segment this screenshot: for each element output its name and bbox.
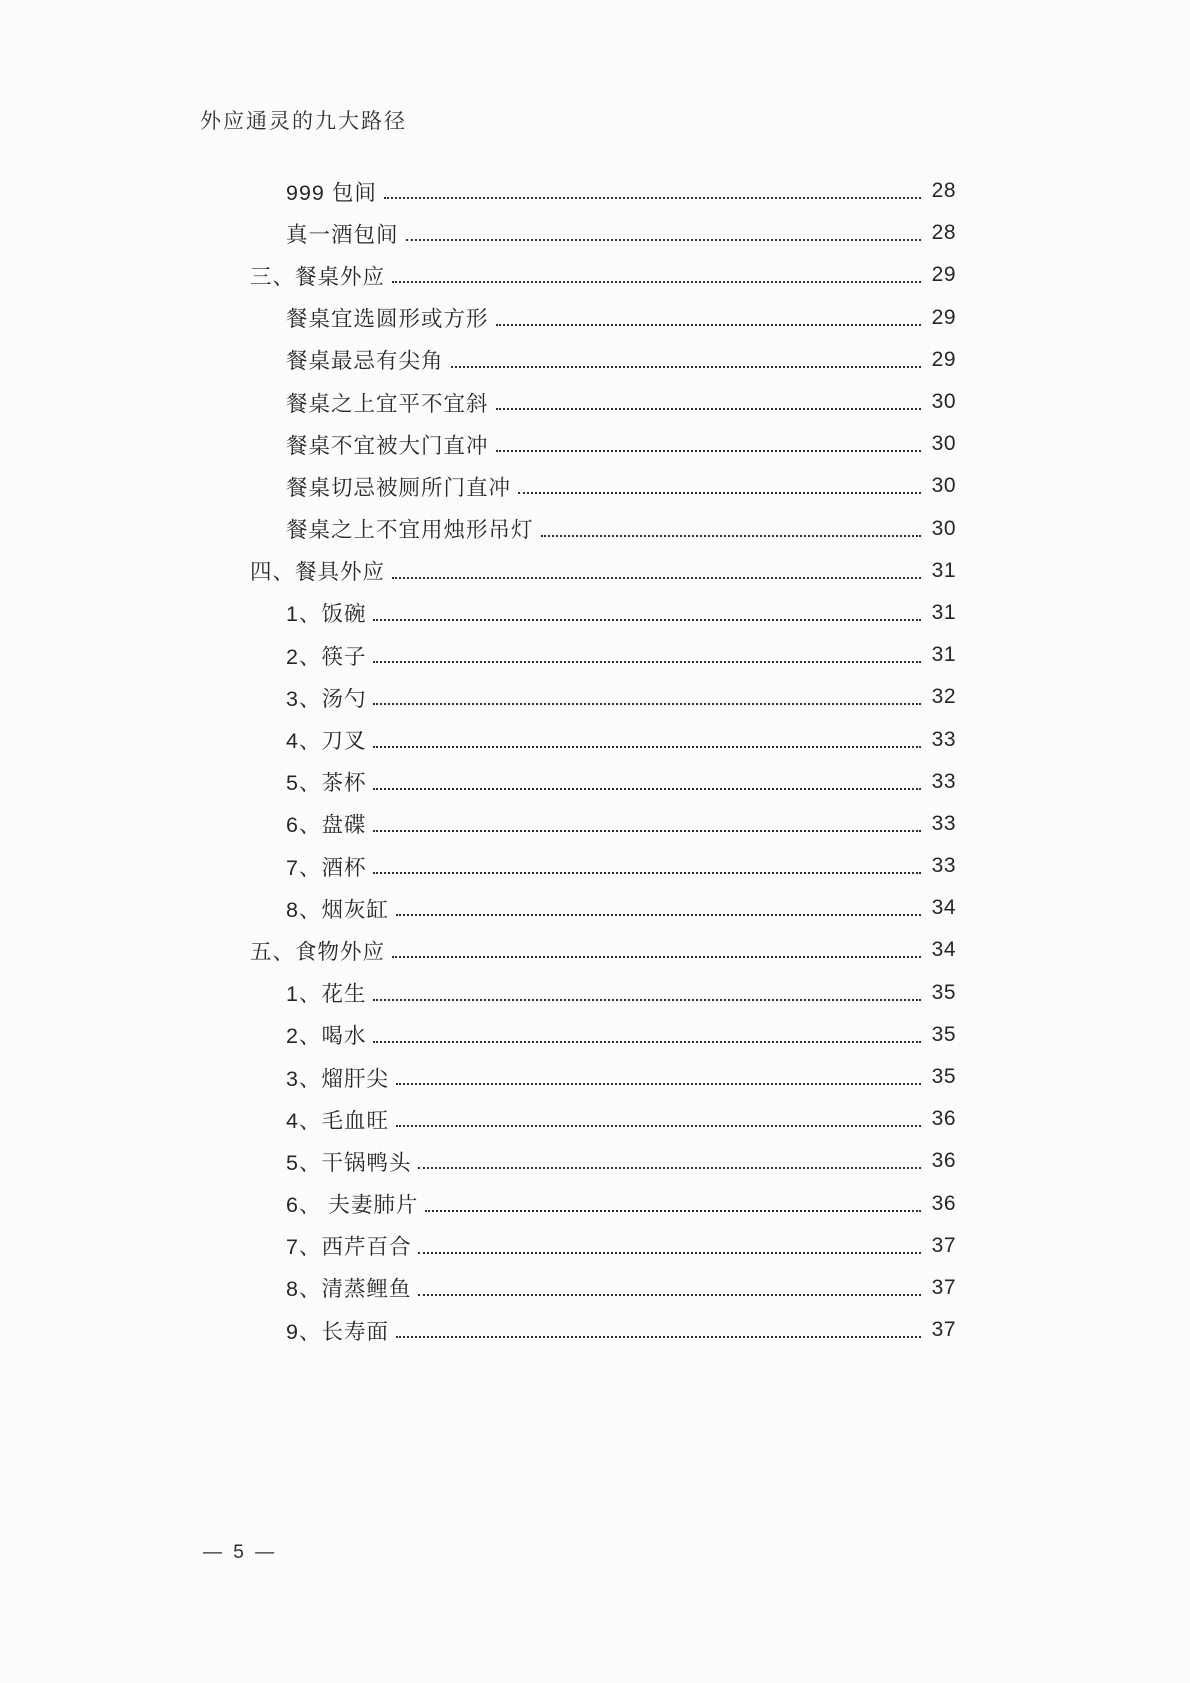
toc-entry-label: 四、餐具外应 xyxy=(250,560,386,585)
toc-entry[interactable] xyxy=(250,212,956,254)
toc-entry[interactable] xyxy=(250,1183,956,1225)
dot-leader xyxy=(373,872,921,874)
dot-leader xyxy=(451,366,921,368)
toc-entry-page-number: 30 xyxy=(931,474,956,498)
dot-leader xyxy=(541,535,921,537)
toc-entry-label: 2、喝水 xyxy=(286,1024,367,1049)
toc-entry-label: 8、烟灰缸 xyxy=(286,897,389,922)
toc-entry[interactable] xyxy=(250,1267,956,1309)
toc-entry[interactable] xyxy=(250,1014,956,1056)
dot-leader xyxy=(392,577,921,579)
dot-leader xyxy=(373,619,921,621)
toc-entry[interactable] xyxy=(250,1056,956,1098)
toc-entry-page-number: 36 xyxy=(931,1149,956,1173)
toc-entry-label: 餐桌之上不宜用烛形吊灯 xyxy=(286,518,534,543)
dot-leader xyxy=(406,239,921,241)
toc-entry[interactable] xyxy=(250,1225,956,1267)
toc-entry[interactable] xyxy=(250,1309,956,1351)
toc-entry-label: 三、餐桌外应 xyxy=(250,264,386,289)
toc-entry-label: 餐桌最忌有尖角 xyxy=(286,349,444,374)
toc-entry-page-number: 36 xyxy=(931,1107,956,1131)
toc-entry-label: 餐桌不宜被大门直冲 xyxy=(286,433,489,458)
toc-entry-page-number: 33 xyxy=(931,811,956,835)
dot-leader xyxy=(392,281,921,283)
toc-entry-label: 1、饭碗 xyxy=(286,602,367,627)
toc-entry[interactable] xyxy=(250,845,956,887)
toc-entry[interactable] xyxy=(250,929,956,971)
toc-entry-page-number: 33 xyxy=(931,769,956,793)
toc-entry-label: 9、长寿面 xyxy=(286,1319,389,1344)
dot-leader xyxy=(373,746,921,748)
toc-entry-page-number: 30 xyxy=(931,516,956,540)
toc-entry-page-number: 35 xyxy=(931,1065,956,1089)
toc-entry-page-number: 30 xyxy=(931,390,956,414)
toc-entry[interactable] xyxy=(250,972,956,1014)
toc-entry-page-number: 29 xyxy=(931,305,956,329)
dot-leader xyxy=(396,914,921,916)
table-of-contents xyxy=(250,170,956,1351)
dot-leader xyxy=(373,703,921,705)
dot-leader xyxy=(396,1125,921,1127)
dot-leader xyxy=(496,324,921,326)
toc-entry-page-number: 30 xyxy=(931,432,956,456)
dot-leader xyxy=(373,830,921,832)
toc-entry-page-number: 29 xyxy=(931,263,956,287)
toc-entry-page-number: 33 xyxy=(931,854,956,878)
toc-entry[interactable] xyxy=(250,170,956,212)
toc-entry-label: 4、刀叉 xyxy=(286,729,367,754)
toc-entry-page-number: 37 xyxy=(931,1275,956,1299)
toc-entry-page-number: 31 xyxy=(931,558,956,582)
toc-entry-label: 五、食物外应 xyxy=(250,939,386,964)
running-header: 外应通灵的九大路径 xyxy=(200,110,407,133)
dot-leader xyxy=(396,1336,921,1338)
dot-leader xyxy=(384,197,921,199)
toc-entry-page-number: 33 xyxy=(931,727,956,751)
toc-entry-page-number: 34 xyxy=(931,938,956,962)
dot-leader xyxy=(373,788,921,790)
toc-entry-label: 真一酒包间 xyxy=(286,222,399,247)
toc-entry-label: 餐桌切忌被厕所门直冲 xyxy=(286,475,512,500)
toc-entry-label: 1、花生 xyxy=(286,982,367,1007)
toc-entry-page-number: 31 xyxy=(931,600,956,624)
page-number: — 5 — xyxy=(203,1542,278,1563)
dot-leader xyxy=(418,1167,921,1169)
toc-entry[interactable] xyxy=(250,592,956,634)
dot-leader xyxy=(373,661,921,663)
toc-entry-page-number: 34 xyxy=(931,896,956,920)
toc-entry-page-number: 29 xyxy=(931,347,956,371)
toc-entry[interactable] xyxy=(250,803,956,845)
toc-entry-label: 8、清蒸鲤鱼 xyxy=(286,1277,412,1302)
toc-entry-label: 3、熘肝尖 xyxy=(286,1066,389,1091)
toc-entry-page-number: 37 xyxy=(931,1318,956,1342)
dot-leader xyxy=(496,450,921,452)
toc-entry[interactable] xyxy=(250,676,956,718)
dot-leader xyxy=(392,956,921,958)
toc-entry-label: 2、筷子 xyxy=(286,644,367,669)
toc-entry-page-number: 35 xyxy=(931,1022,956,1046)
toc-entry[interactable] xyxy=(250,254,956,296)
dot-leader xyxy=(396,1083,921,1085)
dot-leader xyxy=(373,999,921,1001)
toc-entry[interactable] xyxy=(250,339,956,381)
toc-entry-page-number: 28 xyxy=(931,179,956,203)
toc-entry[interactable] xyxy=(250,508,956,550)
toc-entry[interactable] xyxy=(250,423,956,465)
toc-entry[interactable] xyxy=(250,381,956,423)
toc-entry[interactable] xyxy=(250,1140,956,1182)
dot-leader xyxy=(425,1210,921,1212)
toc-entry-label: 餐桌之上宜平不宜斜 xyxy=(286,391,489,416)
toc-entry-page-number: 32 xyxy=(931,685,956,709)
toc-entry-label: 999 包间 xyxy=(286,180,377,205)
toc-entry-label: 7、酒杯 xyxy=(286,855,367,880)
toc-entry[interactable] xyxy=(250,718,956,760)
toc-entry[interactable] xyxy=(250,297,956,339)
toc-entry-label: 3、汤勺 xyxy=(286,686,367,711)
dot-leader xyxy=(518,492,921,494)
dot-leader xyxy=(418,1294,921,1296)
toc-entry-label: 6、 夫妻肺片 xyxy=(286,1193,419,1218)
toc-entry-page-number: 28 xyxy=(931,221,956,245)
toc-entry-label: 6、盘碟 xyxy=(286,813,367,838)
toc-entry[interactable] xyxy=(250,634,956,676)
toc-entry[interactable] xyxy=(250,887,956,929)
toc-entry-page-number: 35 xyxy=(931,980,956,1004)
toc-entry[interactable] xyxy=(250,1098,956,1140)
toc-entry-page-number: 31 xyxy=(931,643,956,667)
dot-leader xyxy=(496,408,921,410)
toc-entry-label: 餐桌宜选圆形或方形 xyxy=(286,307,489,332)
toc-entry[interactable] xyxy=(250,761,956,803)
toc-entry-label: 7、西芹百合 xyxy=(286,1235,412,1260)
toc-entry-label: 5、茶杯 xyxy=(286,771,367,796)
toc-entry[interactable] xyxy=(250,550,956,592)
toc-entry[interactable] xyxy=(250,465,956,507)
toc-entry-page-number: 37 xyxy=(931,1233,956,1257)
dot-leader xyxy=(373,1041,921,1043)
dot-leader xyxy=(418,1252,921,1254)
toc-entry-page-number: 36 xyxy=(931,1191,956,1215)
toc-entry-label: 5、干锅鸭头 xyxy=(286,1150,412,1175)
toc-entry-label: 4、毛血旺 xyxy=(286,1108,389,1133)
